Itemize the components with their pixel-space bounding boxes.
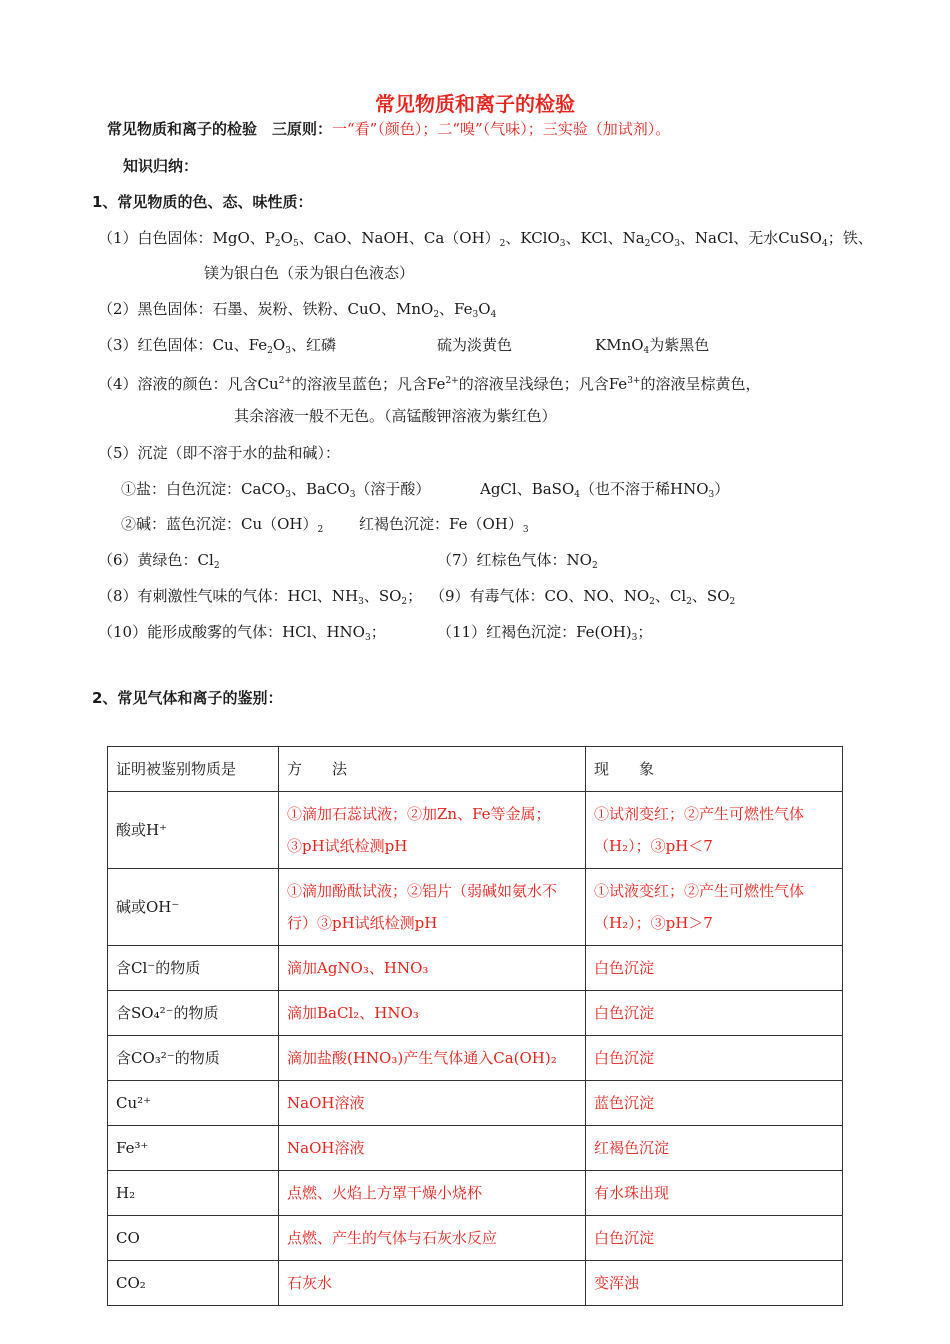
- table-cell-substance: Fe³⁺: [108, 1126, 279, 1171]
- section1-heading: 1、常见物质的色、态、味性质：: [92, 193, 313, 211]
- principle-body: 一“看”（颜色）；二“嗅”（气味）；三实验（加试剂）。: [332, 120, 671, 138]
- table-cell-phenomenon: 红褐色沉淀: [586, 1126, 843, 1171]
- item-5-bases: ②碱：蓝色沉淀：$Cu(OH)_2$: [121, 515, 324, 535]
- table-cell-substance: CO: [108, 1216, 279, 1261]
- item-5-precipitates: （5）沉淀（即不溶于水的盐和碱）：: [98, 444, 341, 462]
- item-3-sulfur: 硫为淡黄色: [437, 336, 513, 354]
- table-header-method: 方 法: [279, 747, 586, 792]
- item-5-salts: ①盐：白色沉淀：CaCO$_3$、BaCO$_3$（溶于酸）: [121, 480, 431, 500]
- item-3-kmno4: KMnO$_4$为紫黑色: [595, 336, 710, 356]
- table-header-row: [108, 747, 843, 792]
- item-3-red-solids: （3）红色固体：Cu、$Fe_2O_3$、红磷: [98, 336, 336, 356]
- table-cell-substance: 酸或H⁺: [108, 792, 279, 869]
- identification-table: [107, 746, 843, 1306]
- table-cell-phenomenon: 白色沉淀: [586, 1216, 843, 1261]
- table-row: [108, 792, 843, 869]
- table-cell-method: 点燃、产生的气体与石灰水反应: [279, 1216, 586, 1261]
- table-row: [108, 1081, 843, 1126]
- table-row: [108, 1126, 843, 1171]
- item-10-acid-mist-gases: （10）能形成酸雾的气体：HCl、$HNO_3$；: [98, 623, 386, 643]
- table-header-phenomenon: 现 象: [586, 747, 843, 792]
- table-cell-substance: 含Cl⁻的物质: [108, 946, 279, 991]
- table-cell-method: ①滴加石蕊试液；②加Zn、Fe等金属；③pH试纸检测pH: [279, 792, 586, 869]
- table-cell-phenomenon: ①试液变红；②产生可燃性气体（H₂）；③pH＞7: [586, 869, 843, 946]
- item-1-continuation: 镁为银白色（汞为银白色液态）: [204, 264, 415, 282]
- item-1-white-solids: （1）白色固体：MgO、$P_2O_5$、CaO、NaOH、$Ca(OH)_2$、KClO$_3$、KCl、$Na_2CO_3$、NaCl、无水CuSO$_4$；铁、: [98, 229, 873, 249]
- table-cell-phenomenon: 变浑浊: [586, 1261, 843, 1306]
- table-cell-method: 滴加BaCl₂、HNO₃: [279, 991, 586, 1036]
- table-cell-phenomenon: 白色沉淀: [586, 991, 843, 1036]
- table-cell-phenomenon: 白色沉淀: [586, 946, 843, 991]
- item-8-pungent-gases: （8）有刺激性气味的气体：HCl、$NH_3$、$SO_2$；: [98, 587, 423, 607]
- table-row: [108, 1036, 843, 1081]
- table-cell-method: 滴加AgNO₃、HNO₃: [279, 946, 586, 991]
- principle-line: [107, 119, 670, 139]
- table-cell-method: 滴加盐酸(HNO₃)产生气体通入Ca(OH)₂: [279, 1036, 586, 1081]
- table-body: [108, 792, 843, 1306]
- table-row: [108, 1171, 843, 1216]
- item-6-yellow-green: （6）黄绿色：$Cl_2$: [98, 551, 220, 571]
- table-cell-substance: 碱或OH⁻: [108, 869, 279, 946]
- summary-heading: 知识归纳：: [123, 157, 199, 175]
- table-cell-phenomenon: ①试剂变红；②产生可燃性气体（H₂）；③pH＜7: [586, 792, 843, 869]
- table-cell-method: ①滴加酚酞试液；②铝片（弱碱如氨水不行）③pH试纸检测pH: [279, 869, 586, 946]
- page-title: 常见物质和离子的检验: [375, 92, 575, 116]
- item-4-continuation: 其余溶液一般不无色。（高锰酸钾溶液为紫红色）: [234, 407, 557, 425]
- table-cell-method: NaOH溶液: [279, 1081, 586, 1126]
- table-cell-method: NaOH溶液: [279, 1126, 586, 1171]
- item-2-black-solids: （2）黑色固体：石墨、炭粉、铁粉、CuO、MnO$_2$、$Fe_3O_4$: [98, 300, 497, 320]
- principle-heading: 常见物质和离子的检验 三原则：: [107, 120, 333, 138]
- table-cell-phenomenon: 蓝色沉淀: [586, 1081, 843, 1126]
- table-cell-substance: H₂: [108, 1171, 279, 1216]
- table-row: [108, 1261, 843, 1306]
- item-9-toxic-gases: （9）有毒气体：CO、NO、$NO_2$、$Cl_2$、$SO_2$: [430, 587, 736, 607]
- item-7-red-brown-gas: （7）红棕色气体：$NO_2$: [437, 551, 598, 571]
- table-row: [108, 991, 843, 1036]
- table-row: [108, 869, 843, 946]
- table-row: [108, 946, 843, 991]
- table-cell-method: 点燃、火焰上方罩干燥小烧杯: [279, 1171, 586, 1216]
- table-row: [108, 1216, 843, 1261]
- item-4-solution-colors: （4）溶液的颜色：凡含$Cu^{2+}$的溶液呈蓝色；凡含$Fe^{2+}$的溶液呈浅绿色；凡含$Fe^{3+}$的溶液呈棕黄色，: [98, 375, 761, 393]
- table-cell-method: 石灰水: [279, 1261, 586, 1306]
- item-11-red-brown-precipitate: （11）红褐色沉淀：$Fe(OH)_3$；: [437, 623, 653, 643]
- section2-heading: 2、常见气体和离子的鉴别：: [92, 689, 283, 707]
- table-header-substance: 证明被鉴别物质是: [108, 747, 279, 792]
- item-5-salts-insoluble: AgCl、BaSO$_4$（也不溶于稀$HNO_3$）: [480, 480, 730, 500]
- table-cell-substance: 含SO₄²⁻的物质: [108, 991, 279, 1036]
- table-cell-phenomenon: 白色沉淀: [586, 1036, 843, 1081]
- table-cell-substance: CO₂: [108, 1261, 279, 1306]
- table-cell-substance: Cu²⁺: [108, 1081, 279, 1126]
- item-5-bases-red-brown: 红褐色沉淀：$Fe(OH)_3$: [359, 515, 529, 535]
- table-cell-substance: 含CO₃²⁻的物质: [108, 1036, 279, 1081]
- table-cell-phenomenon: 有水珠出现: [586, 1171, 843, 1216]
